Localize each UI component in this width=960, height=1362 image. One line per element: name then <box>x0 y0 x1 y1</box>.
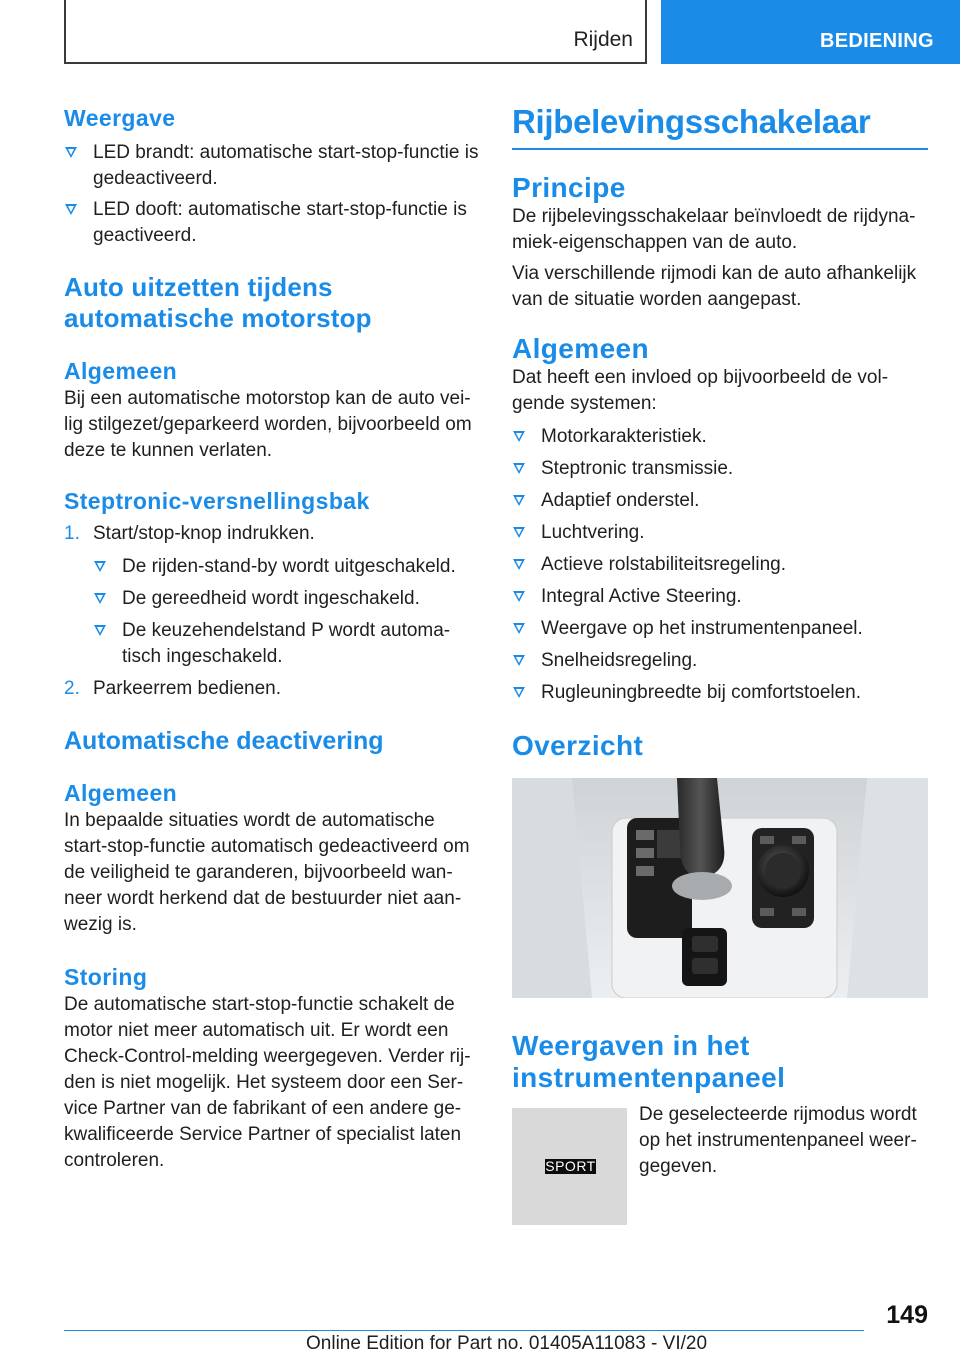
triangle-bullet-icon <box>94 625 106 636</box>
uitzetten-heading: Auto uitzetten tijdens automatische motorstop <box>64 272 372 333</box>
systems-list <box>512 424 928 706</box>
list-item: LED brandt: automatische start-stop-functie is gedeactiveerd. <box>64 140 480 192</box>
steptronic-heading: Steptronic-versnellingsbak <box>64 488 370 514</box>
principe-text-1: De rijbelevingsschakelaar beïnvloedt de rijdyna-miek-eigenschappen van de auto. <box>512 206 916 253</box>
steptronic-steps <box>64 521 480 702</box>
triangle-bullet-icon <box>513 527 525 538</box>
list-item: Steptronic transmissie. <box>512 456 928 482</box>
triangle-bullet-icon <box>513 687 525 698</box>
principe-heading: Principe <box>512 172 626 203</box>
overzicht-heading: Overzicht <box>512 730 644 761</box>
triangle-bullet-icon <box>513 431 525 442</box>
weergave-heading: Weergave <box>64 105 176 131</box>
triangle-bullet-icon <box>513 655 525 666</box>
deactivering-heading: Automatische deactivering <box>64 727 384 755</box>
header-chapter-title: BEDIENING <box>820 30 934 52</box>
list-item: Actieve rolstabiliteitsregeling. <box>512 552 928 578</box>
list-item: Integral Active Steering. <box>512 584 928 610</box>
list-item: De gereedheid wordt ingeschakeld. <box>93 586 480 612</box>
list-item: Snelheidsregeling. <box>512 648 928 674</box>
weergaven-heading: Weergaven in het instrumentenpaneel <box>512 1030 786 1093</box>
list-item: Adaptief onderstel. <box>512 488 928 514</box>
list-item: 1. Start/stop-knop indrukken. De rijden-stand-by wordt uitgeschakeld. De gereedheid wordt ingeschakeld. De keuzehendelstand P wordt automa-tisch ingeschakeld. <box>64 521 480 670</box>
list-item: Motorkarakteristiek. <box>512 424 928 450</box>
sport-mode-badge: SPORT <box>545 1158 596 1174</box>
list-item: De rijden-stand-by wordt uitgeschakeld. <box>93 554 480 580</box>
weergave-list <box>64 140 480 249</box>
algemeen-intro: Dat heeft een invloed op bijvoorbeeld de vol-gende systemen: <box>512 367 889 414</box>
list-item: LED dooft: automatische start-stop-functie is geactiveerd. <box>64 197 480 249</box>
title-rule <box>512 148 928 150</box>
page-number: 149 <box>886 1301 928 1329</box>
triangle-bullet-icon <box>513 623 525 634</box>
weergaven-block <box>512 1104 928 1225</box>
header-section-box <box>64 0 647 64</box>
triangle-bullet-icon <box>94 593 106 604</box>
list-item: 2. Parkeerrem bedienen. <box>64 678 281 699</box>
triangle-bullet-icon <box>94 561 106 572</box>
sport-display-image <box>512 1108 627 1225</box>
triangle-bullet-icon <box>513 463 525 474</box>
list-item: Rugleuningbreedte bij comfortstoelen. <box>512 680 928 706</box>
center-console-photo <box>512 778 928 998</box>
uitzetten-algemeen-heading: Algemeen <box>64 358 178 384</box>
console-illustration <box>512 778 928 998</box>
storing-heading: Storing <box>64 964 148 990</box>
storing-text: De automatische start-stop-functie schakelt de motor niet meer automatisch uit. Er wordt een Check-Control-melding weergegeven. Verder rij-den is niet mogelijk. Het systeem door een Ser-vice Partner van de fabrikant of een andere ge-kwalificeerde Service Partner of specialist laten controleren. <box>64 994 471 1171</box>
triangle-bullet-icon <box>513 495 525 506</box>
footer-rule <box>64 1330 864 1331</box>
right-column <box>512 100 928 1225</box>
triangle-bullet-icon <box>65 204 77 215</box>
step1-sublist <box>93 554 480 670</box>
list-item: De keuzehendelstand P wordt automa-tisch ingeschakeld. <box>93 618 480 670</box>
deactivering-algemeen-heading: Algemeen <box>64 780 178 806</box>
list-item: Luchtvering. <box>512 520 928 546</box>
triangle-bullet-icon <box>513 559 525 570</box>
header-section-title: Rijden <box>573 28 633 51</box>
left-column <box>64 100 480 1174</box>
footer-edition: Online Edition for Part no. 01405A11083 - VI/20 <box>306 1333 708 1354</box>
list-item: Weergave op het instrumentenpaneel. <box>512 616 928 642</box>
principe-text-2: Via verschillende rijmodi kan de auto afhankelijk van de situatie worden aangepast. <box>512 263 917 310</box>
weergaven-text: De geselecteerde rijmodus wordt op het instrumentenpaneel weer-gegeven. <box>639 1104 917 1177</box>
triangle-bullet-icon <box>513 591 525 602</box>
uitzetten-algemeen-text: Bij een automatische motorstop kan de auto vei-lig stilgezet/geparkeerd worden, bijvoorbeeld om deze te kunnen verlaten. <box>64 388 472 461</box>
header-chapter-box <box>661 0 960 64</box>
deactivering-algemeen-text: In bepaalde situaties wordt de automatische start-stop-functie automatisch gedeactiveerd om de veiligheid te garanderen, bijvoorbeeld wan-neer wordt herkend dat de bestuurder niet aan-wezig is. <box>64 810 470 935</box>
page-title: Rijbelevingsschakelaar <box>512 103 871 140</box>
algemeen-heading: Algemeen <box>512 333 650 364</box>
triangle-bullet-icon <box>65 147 77 158</box>
